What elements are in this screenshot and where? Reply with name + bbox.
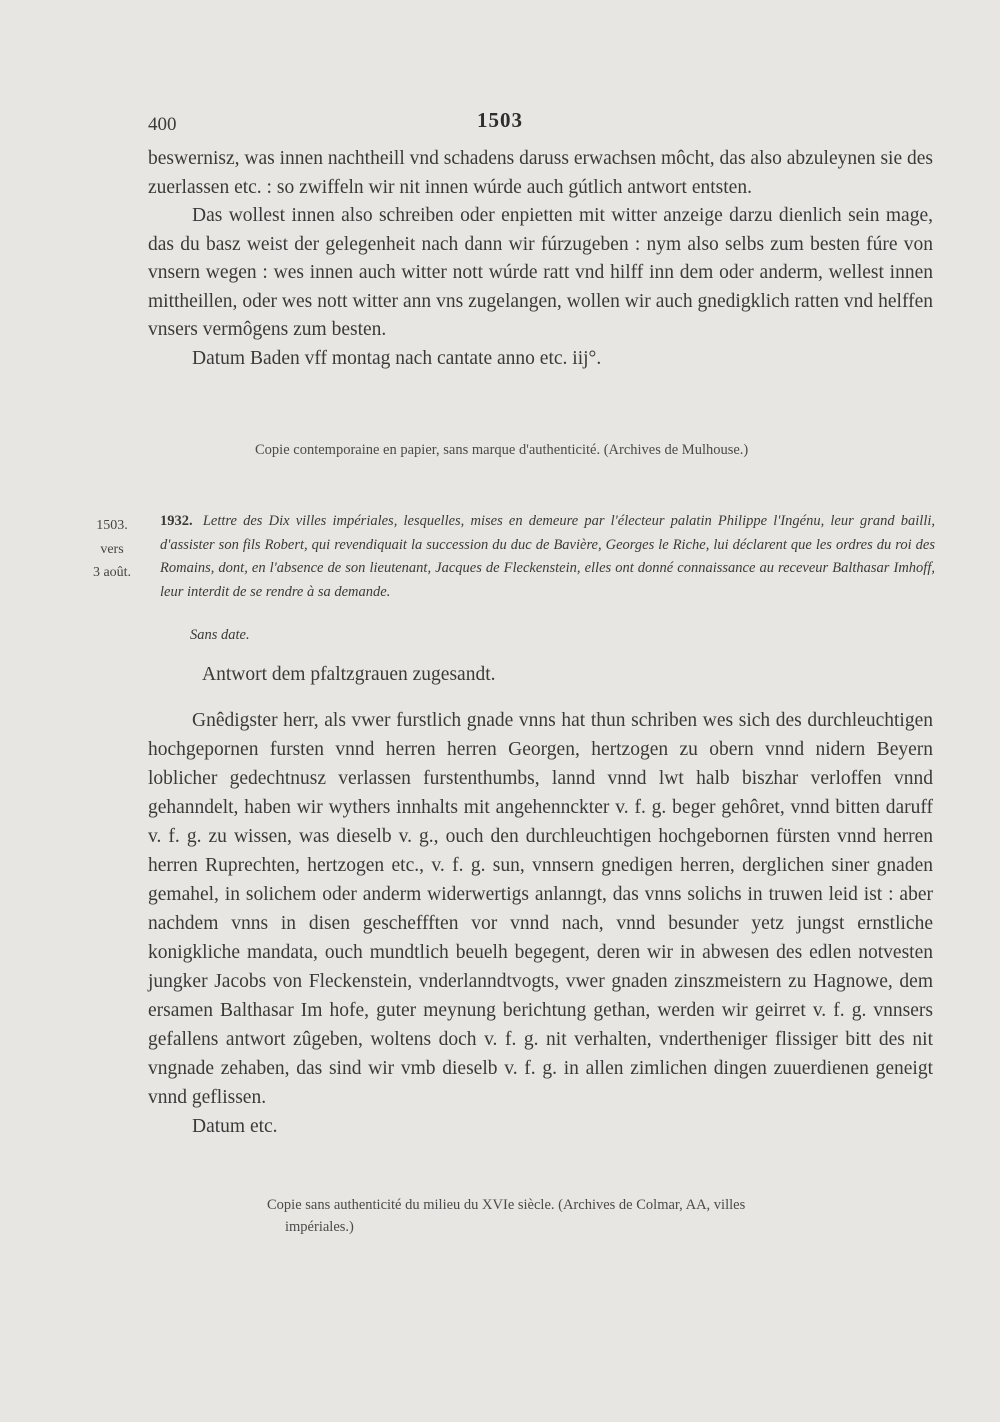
- summary-text: Lettre des Dix villes impériales, lesquelles, mises en demeure par l'électeur palatin Philippe l'Ingénu, leur grand bailli, d'assister son fils Robert, qui revendiquait la succession du duc de Bavière, Georges le Riche, lui déclarent que les ordres du roi des Romains, dont, en l'absence de son lieutenant, Jacques de Fleckenstein, elles ont donné connaissance au receveur Balthasar Imhoff, leur interdit de se rendre à sa demande.: [160, 513, 935, 600]
- source-note-line: impériales.): [285, 1219, 354, 1235]
- previous-letter-text: [148, 145, 933, 373]
- margin-date: [76, 514, 148, 585]
- main-letter-paragraph: Gnêdigster herr, als vwer furstlich gnade vnns hat thun schriben wes sich des durchleuchtigen hochgepornen fursten vnnd herren herren Georgen, hertzogen zu obern vnnd nidern Beyern loblicher gedechtnusz verlassen furstenthumbs, lannd vnnd lwt halb biszhar verloffen vnnd gehanndelt, haben wir wythers innhalts mit angehennckter v. f. g. beger gehôret, vnnd bitten daruff v. f. g. zu wissen, was dieselb v. g., ouch den durchleuchtigen hochgebornen fürsten vnnd herren herren Ruprechten, hertzogen etc., v. f. g. sun, vnnsern gnedigen herren, derglichen siner gnaden gemahel, in solichem oder anderm widerwertigs anlanngt, das vnns solichs in truwen leid ist : aber nachdem vnns in disen gescheffften vor vnnd nach, vnnd besunder yetz jungst ernstliche konigkliche mandata, ouch mundtlich beuelh begegent, deren wir in abwesen des edlen notvesten jungker Jacobs von Fleckenstein, vnderlanndtvogts, vwer gnaden zinszmeistern zu Hagnowe, dem ersamen Balthasar Im hofe, guter meynung berichtung gethan, werden wir geirret v. f. g. vnnsers gefallens antwort zûgeben, woltens doch v. f. g. nit verhalten, vndertheniger flissiger bitt des nit vngnade zehaben, das sind wir vmb dieselb v. f. g. in allen zimlichen dingen zuuerdienen geneigt vnnd geflissen.: [148, 710, 933, 1108]
- previous-letter-paragraph: beswernisz, was innen nachtheill vnd schadens daruss erwachsen môcht, das also abzuleynen sie des zuerlassen etc. : so zwiffeln wir nit innen wúrde auch gútlich antwort entsten.: [148, 148, 933, 198]
- main-letter-text: [148, 706, 933, 1141]
- document-number: 1932.: [160, 513, 193, 529]
- running-head-year: 1503: [477, 108, 523, 132]
- main-letter-dateline: Datum etc.: [192, 1116, 278, 1137]
- entry-summary: [160, 510, 935, 604]
- previous-letter-dateline: Datum Baden vff montag nach cantate anno etc. iij°.: [192, 347, 602, 369]
- source-note-previous: Copie contemporaine en papier, sans marque d'authenticité. (Archives de Mulhouse.): [255, 442, 749, 458]
- margin-date-approx: vers: [100, 541, 124, 557]
- previous-letter-paragraph: Das wollest innen also schreiben oder enpietten mit witter anzeige darzu dienlich sein mage, das du basz weist der gelegenheit nach dann wir fúrzugeben : nym also selbs zum besten fúre von vnsern wegen : wes innen auch witter nott wúrde ratt vnd hilff inn dem oder anderm, wellest innen mittheillen, oder wes nott witter ann vns zugelangen, wollen wir auch gnedigklich ratten vnd helffen vnsers vermôgens zum besten.: [148, 205, 933, 340]
- document-heading: Antwort dem pfaltzgrauen zugesandt.: [202, 664, 496, 685]
- source-note-entry: [267, 1194, 937, 1238]
- source-note-line: Copie sans authenticité du milieu du XVIe siècle. (Archives de Colmar, AA, villes: [267, 1197, 746, 1213]
- date-note: Sans date.: [190, 627, 250, 643]
- margin-date-day: 3 août.: [92, 565, 132, 580]
- margin-date-year: 1503.: [96, 518, 128, 533]
- page-number: 400: [148, 114, 177, 135]
